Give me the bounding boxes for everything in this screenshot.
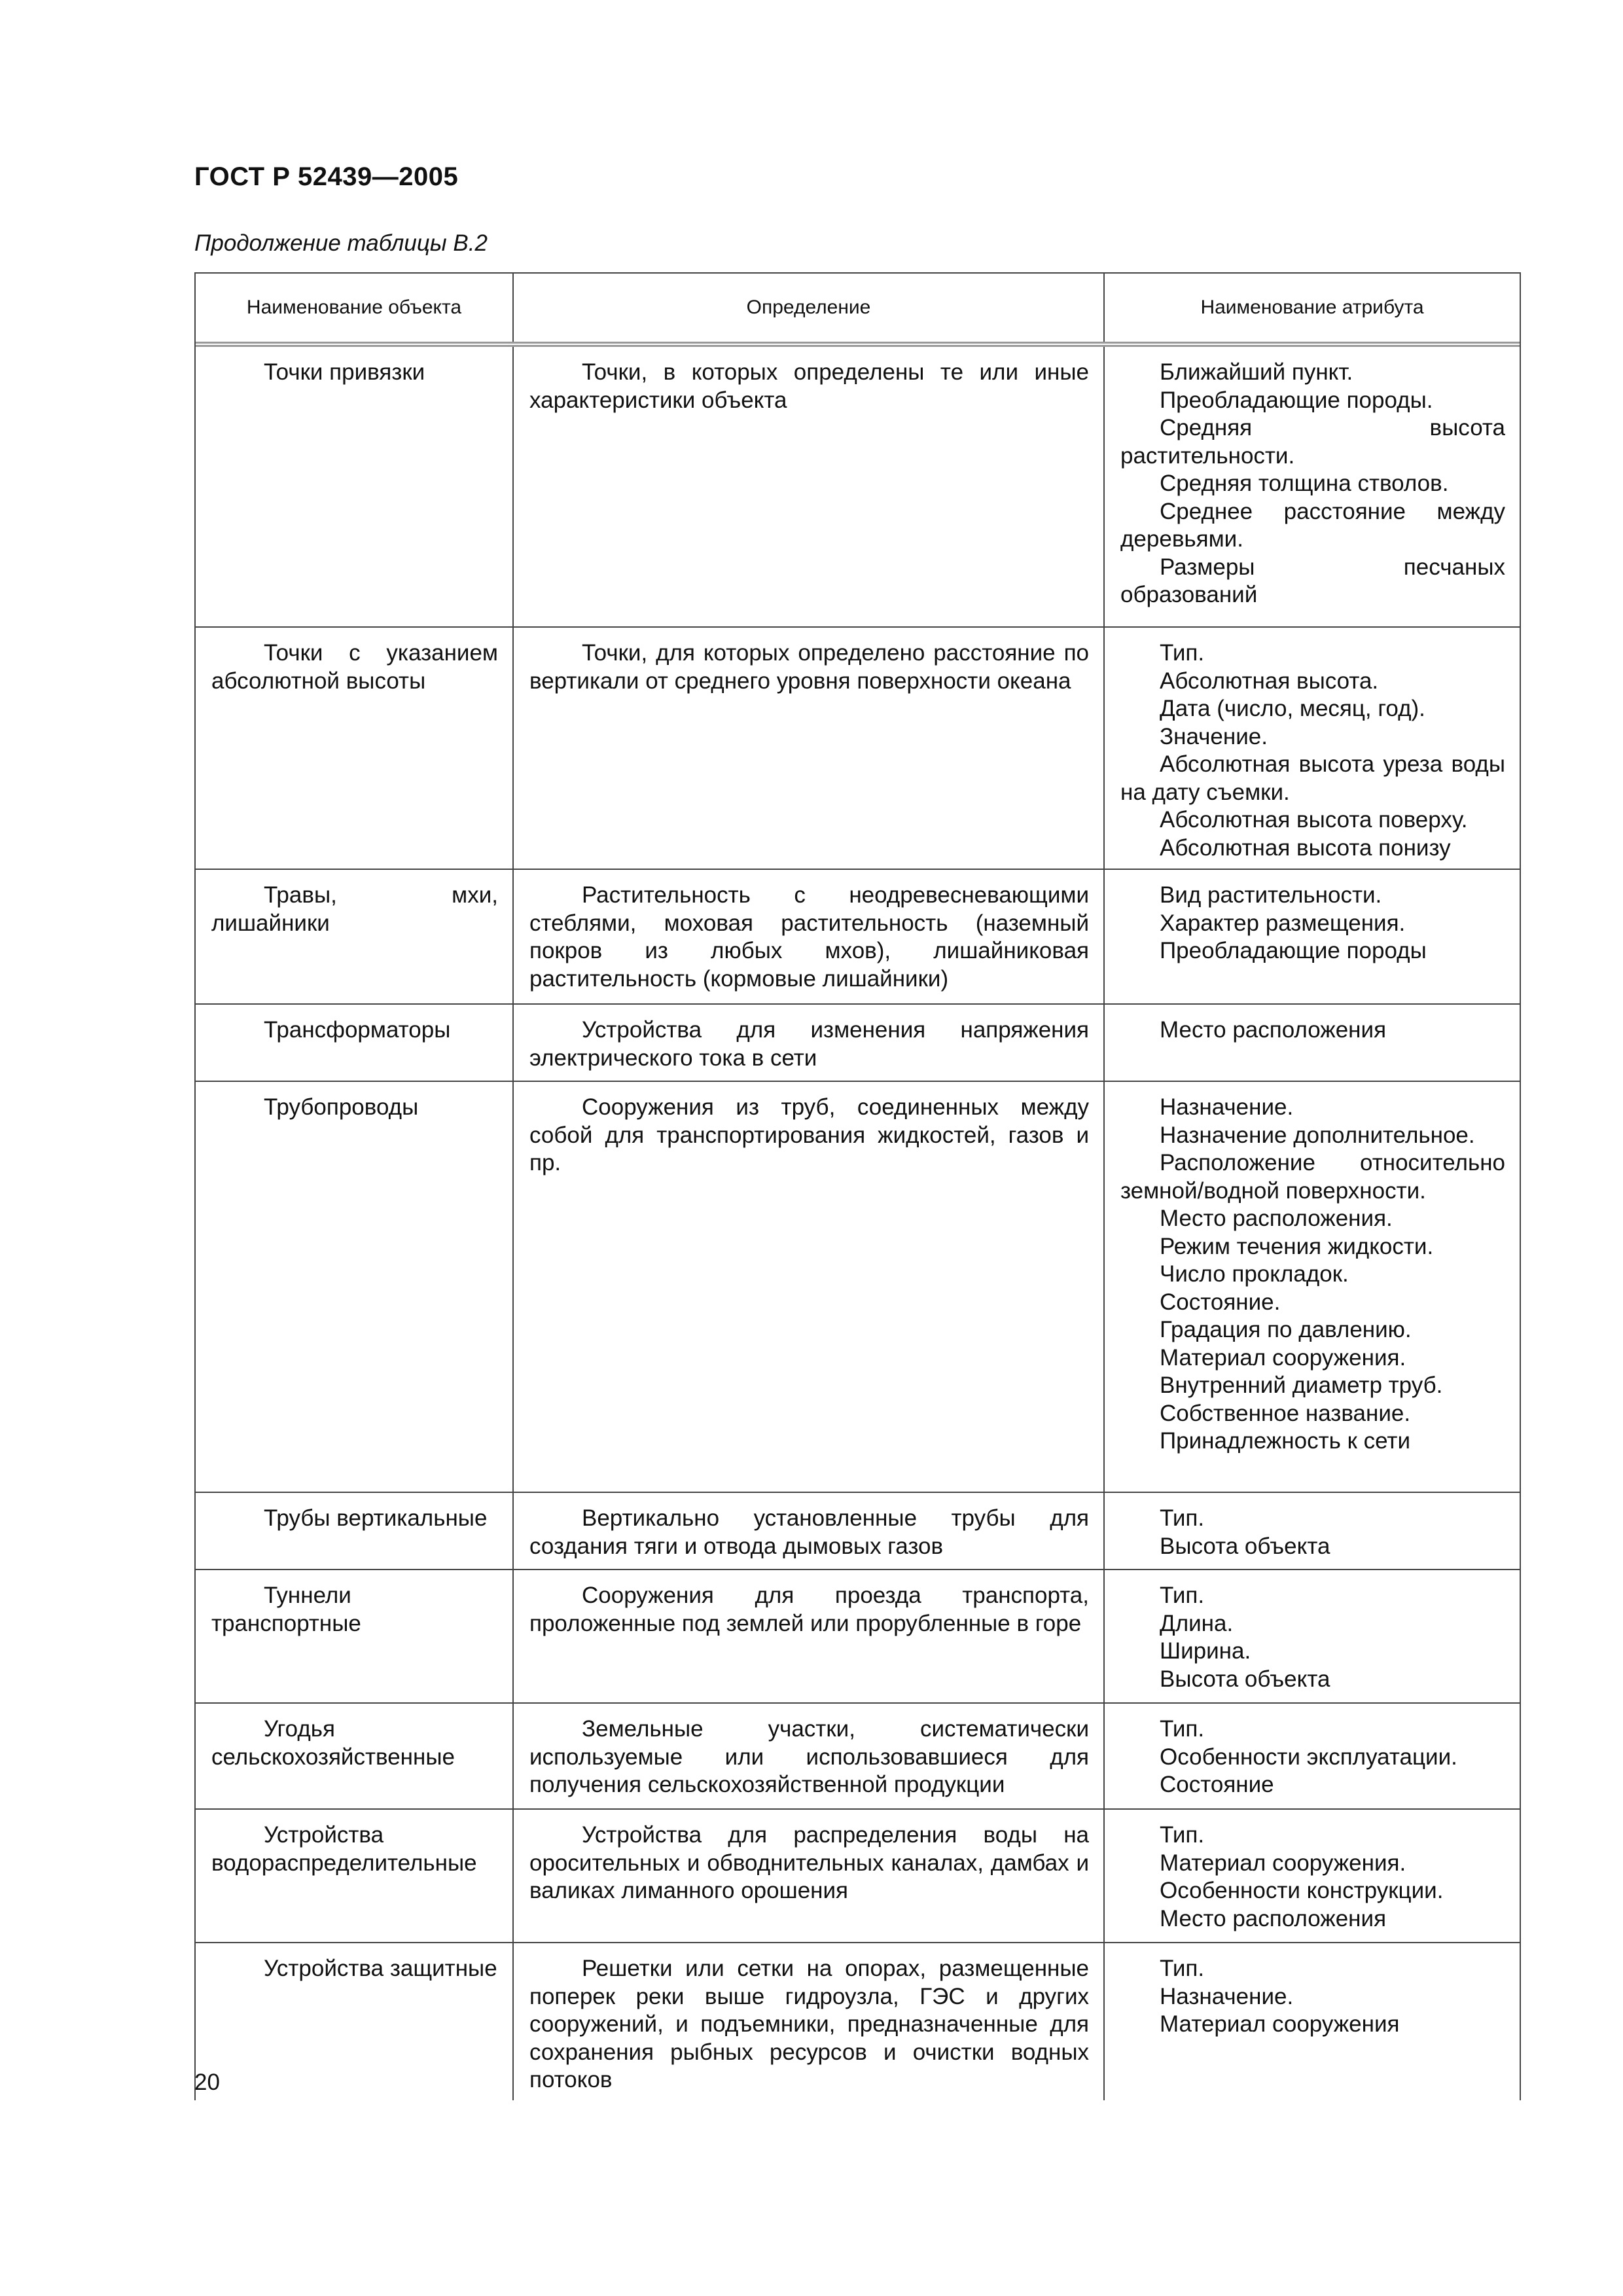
document-header: ГОСТ Р 52439—2005	[194, 162, 459, 191]
attribute-item: Размеры песчаных образований	[1120, 554, 1505, 607]
table-header	[196, 274, 1520, 347]
attribute-item: Абсолютная высота понизу	[1160, 834, 1451, 861]
attribute-item: Состояние	[1160, 1772, 1274, 1797]
object-name: Туннели транспортные	[211, 1583, 361, 1636]
table-row	[196, 628, 1520, 870]
attribute-item: Расположение относительно земной/водной поверхности.	[1120, 1150, 1505, 1204]
attribute-item: Характер размещения.	[1160, 910, 1406, 936]
attributes-cell	[1105, 1005, 1520, 1081]
object-name-cell	[196, 628, 514, 869]
attribute-item: Преобладающие породы.	[1160, 387, 1433, 413]
table-row	[196, 1082, 1520, 1493]
attribute-item: Высота объекта	[1160, 1533, 1330, 1559]
object-name-cell	[196, 1570, 514, 1702]
attribute-item: Высота объекта	[1160, 1666, 1330, 1692]
attribute-item: Принадлежность к сети	[1160, 1428, 1411, 1454]
object-name: Трубы вертикальные	[264, 1505, 488, 1531]
object-name-cell	[196, 1493, 514, 1569]
attribute-item: Тип.	[1160, 640, 1205, 666]
attribute-item: Средняя толщина стволов.	[1160, 471, 1449, 496]
attribute-item: Ширина.	[1160, 1638, 1251, 1664]
attribute-item: Место расположения	[1160, 1017, 1387, 1043]
attribute-item: Градация по давлению.	[1160, 1317, 1412, 1342]
definition-text: Вертикально установленные трубы для создания тяги и отвода дымовых газов	[529, 1505, 1089, 1559]
attributes-cell	[1105, 1082, 1520, 1492]
object-name: Травы, мхи, лишайники	[211, 882, 498, 936]
attribute-item: Тип.	[1160, 1583, 1205, 1608]
object-name-cell	[196, 1943, 514, 2100]
definition-text: Растительность с неодревесневающими стеблями, моховая растительность (наземный покров из любых мхов), лишайниковая растительность (кормовые лишайники)	[529, 882, 1089, 992]
object-name-cell	[196, 870, 514, 1003]
attribute-item: Число прокладок.	[1160, 1261, 1349, 1287]
definition-text: Устройства для изменения напряжения электрического тока в сети	[529, 1017, 1089, 1071]
object-name: Трубопроводы	[264, 1094, 419, 1120]
definition-cell	[514, 1493, 1105, 1569]
attributes-cell	[1105, 1570, 1520, 1702]
attributes-cell	[1105, 1943, 1520, 2100]
table-row	[196, 1810, 1520, 1943]
attribute-item: Материал сооружения.	[1160, 1344, 1406, 1371]
definition-cell	[514, 1082, 1105, 1492]
object-name-cell	[196, 1704, 514, 1808]
definition-text: Устройства для распределения воды на оросительных и обводнительных каналах, дамбах и валиках лиманного орошения	[529, 1822, 1089, 1903]
attribute-item: Внутренний диаметр труб.	[1160, 1372, 1443, 1398]
definition-cell	[514, 628, 1105, 869]
attribute-item: Тип.	[1160, 1716, 1205, 1742]
table-row	[196, 1570, 1520, 1704]
attribute-item: Материал сооружения.	[1160, 1850, 1406, 1876]
object-name: Угодья сельскохозяйственные	[211, 1716, 455, 1770]
table-caption: Продолжение таблицы В.2	[194, 230, 488, 256]
attribute-item: Абсолютная высота уреза воды на дату съемки.	[1120, 751, 1505, 805]
attribute-item: Абсолютная высота поверху.	[1160, 807, 1468, 833]
attribute-item: Средняя высота растительности.	[1120, 415, 1505, 469]
definition-text: Точки, в которых определены те или иные характеристики объекта	[529, 359, 1089, 413]
table-row	[196, 1704, 1520, 1810]
object-name-cell	[196, 1810, 514, 1942]
table-row	[196, 1005, 1520, 1082]
definition-text: Сооружения из труб, соединенных между собой для транспортирования жидкостей, газов и пр.	[529, 1094, 1089, 1175]
page-number: 20	[194, 2070, 220, 2095]
definition-cell	[514, 1943, 1105, 2100]
attributes-cell	[1105, 347, 1520, 626]
table-row	[196, 1493, 1520, 1570]
column-header-attribute-name: Наименование атрибута	[1200, 296, 1424, 318]
object-name: Точки привязки	[264, 359, 425, 385]
definition-cell	[514, 1005, 1105, 1081]
table-row	[196, 347, 1520, 628]
definition-text: Земельные участки, систематически используемые или использовавшиеся для получения сельскохозяйственной продукции	[529, 1716, 1089, 1797]
object-name: Трансформаторы	[264, 1017, 451, 1043]
attribute-table	[194, 272, 1521, 2100]
table-row	[196, 870, 1520, 1005]
object-name: Устройства водораспределительные	[211, 1822, 477, 1876]
attribute-item: Особенности эксплуатации.	[1160, 1744, 1457, 1770]
definition-text: Точки, для которых определено расстояние по вертикали от среднего уровня поверхности океана	[529, 640, 1089, 694]
attribute-item: Тип.	[1160, 1956, 1205, 1981]
attribute-item: Тип.	[1160, 1505, 1205, 1531]
attribute-item: Собственное название.	[1160, 1400, 1411, 1426]
attribute-item: Ближайший пункт.	[1160, 359, 1353, 385]
table-body	[196, 347, 1520, 2100]
attribute-item: Место расположения	[1160, 1905, 1387, 1931]
attribute-item: Назначение.	[1160, 1094, 1294, 1120]
attribute-item: Преобладающие породы	[1160, 938, 1427, 963]
object-name: Устройства защитные	[264, 1956, 497, 1981]
attribute-item: Длина.	[1160, 1610, 1234, 1636]
definition-cell	[514, 1704, 1105, 1808]
attribute-item: Вид растительности.	[1160, 882, 1382, 908]
definition-cell	[514, 1810, 1105, 1942]
attribute-item: Дата (число, месяц, год).	[1160, 696, 1425, 721]
column-header-definition: Определение	[514, 274, 1105, 342]
attributes-cell	[1105, 870, 1520, 1003]
attribute-item: Место расположения.	[1160, 1206, 1393, 1231]
column-header-object-name: Наименование объекта	[196, 274, 514, 342]
attribute-item: Значение.	[1160, 723, 1268, 749]
attribute-item: Тип.	[1160, 1822, 1205, 1848]
attributes-cell	[1105, 1810, 1520, 1942]
attribute-item: Среднее расстояние между деревьями.	[1120, 498, 1505, 552]
object-name-cell	[196, 1005, 514, 1081]
attributes-cell	[1105, 1704, 1520, 1808]
definition-text: Сооружения для проезда транспорта, проложенные под землей или прорубленные в горе	[529, 1583, 1089, 1636]
object-name-cell	[196, 1082, 514, 1492]
attributes-cell	[1105, 628, 1520, 869]
attribute-item: Назначение дополнительное.	[1160, 1122, 1475, 1148]
definition-cell	[514, 870, 1105, 1003]
attributes-cell	[1105, 1493, 1520, 1569]
object-name: Точки с указанием абсолютной высоты	[211, 640, 498, 694]
definition-cell	[514, 347, 1105, 626]
table-row	[196, 1943, 1520, 2100]
attribute-item: Материал сооружения	[1160, 2011, 1400, 2037]
attribute-item: Особенности конструкции.	[1160, 1878, 1444, 1903]
definition-cell	[514, 1570, 1105, 1702]
attribute-item: Состояние.	[1160, 1289, 1281, 1315]
object-name-cell	[196, 347, 514, 626]
attribute-item: Назначение.	[1160, 1983, 1294, 2009]
definition-text: Решетки или сетки на опорах, размещенные поперек реки выше гидроузла, ГЭС и других сооружений, и подъемники, предназначенные для сохранения рыбных ресурсов и очистки водных потоков	[529, 1956, 1089, 2092]
attribute-item: Режим течения жидкости.	[1160, 1233, 1434, 1259]
attribute-item: Абсолютная высота.	[1160, 668, 1379, 694]
